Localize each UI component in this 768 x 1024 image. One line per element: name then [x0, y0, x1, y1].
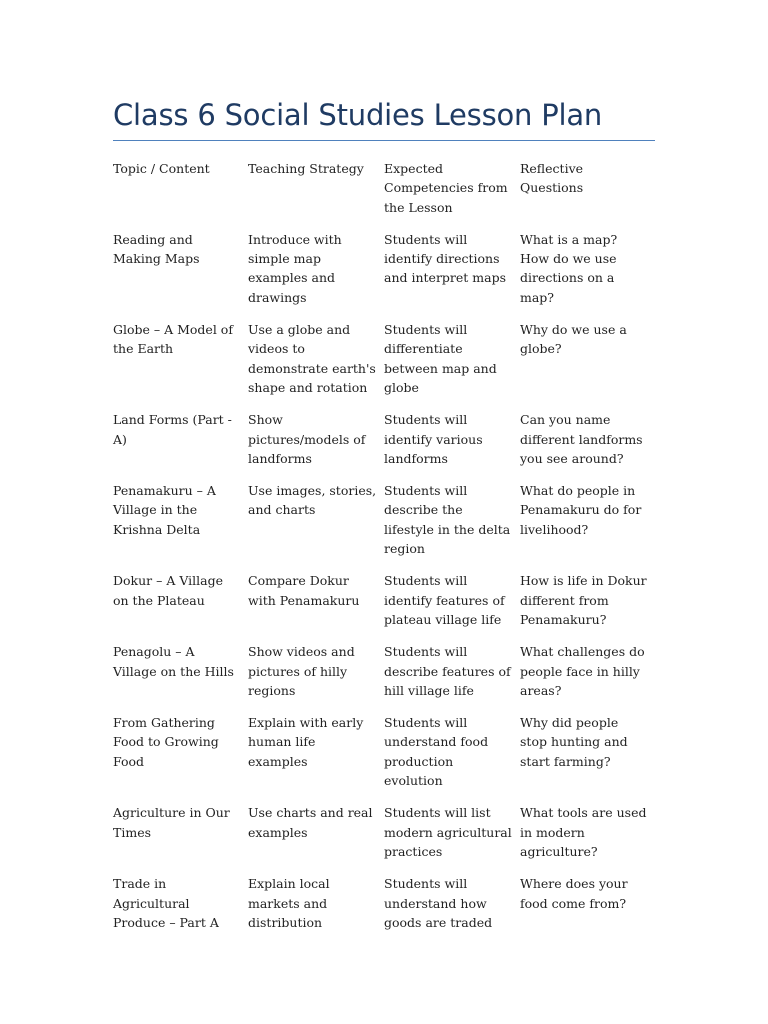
table-header-row — [113, 159, 655, 230]
cell-expected-competencies: Students will describe the lifestyle in the delta region — [384, 483, 511, 557]
document-page — [113, 95, 655, 945]
table-row — [113, 713, 655, 803]
cell-expected-competencies: Students will identify various landforms — [384, 412, 483, 466]
cell-topic: Reading and Making Maps — [113, 231, 200, 267]
cell-reflective-questions: How is life in Dokur different from Penamakuru? — [520, 573, 647, 627]
cell-teaching-strategy: Use a globe and videos to demonstrate earth's shape and rotation — [248, 322, 376, 395]
cell-expected-competencies: Students will describe features of hill village life — [384, 644, 511, 698]
cell-reflective-questions: What is a map? How do we use directions on a map? — [520, 231, 618, 305]
table-row — [113, 410, 655, 481]
cell-topic: Penamakuru – A Village in the Krishna Delta — [113, 483, 216, 537]
cell-topic: Trade in Agricultural Produce – Part A — [113, 876, 219, 930]
cell-topic: Penagolu – A Village on the Hills — [113, 644, 234, 679]
cell-teaching-strategy: Compare Dokur with Penamakuru — [248, 573, 360, 608]
cell-topic: From Gathering Food to Growing Food — [113, 715, 219, 769]
cell-expected-competencies: Students will list modern agricultural practices — [384, 805, 512, 859]
cell-reflective-questions: What do people in Penamakuru do for livelihood? — [520, 483, 642, 537]
cell-reflective-questions: What challenges do people face in hilly areas? — [520, 644, 645, 698]
table-row — [113, 481, 655, 571]
table-row — [113, 320, 655, 410]
header-teaching-strategy: Teaching Strategy — [248, 161, 364, 176]
cell-reflective-questions: What tools are used in modern agriculture? — [520, 805, 647, 859]
table-row — [113, 571, 655, 642]
header-expected-competencies: Expected Competencies from the Lesson — [384, 161, 508, 215]
cell-expected-competencies: Students will identify features of plateau village life — [384, 573, 505, 627]
table-row — [113, 803, 655, 874]
header-topic: Topic / Content — [113, 161, 210, 176]
cell-teaching-strategy: Show pictures/models of landforms — [248, 412, 366, 466]
page-title: Class 6 Social Studies Lesson Plan — [113, 95, 655, 141]
cell-expected-competencies: Students will understand food production evolution — [384, 715, 489, 789]
cell-expected-competencies: Students will identify directions and interpret maps — [384, 231, 507, 286]
cell-expected-competencies: Students will understand how goods are traded — [384, 876, 493, 930]
cell-teaching-strategy: Use images, stories, and charts — [248, 483, 377, 518]
table-row — [113, 642, 655, 713]
cell-reflective-questions: Can you name different landforms you see around? — [520, 412, 643, 466]
cell-topic: Dokur – A Village on the Plateau — [113, 573, 223, 608]
cell-teaching-strategy: Introduce with simple map examples and drawings — [248, 231, 342, 305]
cell-teaching-strategy: Use charts and real examples — [248, 805, 373, 840]
cell-topic: Land Forms (Part - A) — [113, 412, 232, 447]
cell-teaching-strategy: Explain with early human life examples — [248, 715, 364, 769]
cell-reflective-questions: Where does your food come from? — [520, 876, 628, 911]
cell-expected-competencies: Students will differentiate between map and globe — [384, 322, 497, 395]
cell-reflective-questions: Why did people stop hunting and start farming? — [520, 715, 628, 769]
table-row — [113, 874, 655, 945]
header-reflective-questions: Reflective Questions — [520, 161, 584, 196]
cell-topic: Globe – A Model of the Earth — [113, 322, 233, 357]
cell-teaching-strategy: Explain local markets and distribution — [248, 876, 330, 930]
lesson-plan-table — [113, 159, 655, 945]
cell-reflective-questions: Why do we use a globe? — [520, 322, 627, 357]
cell-teaching-strategy: Show videos and pictures of hilly regions — [248, 644, 355, 698]
table-row — [113, 230, 655, 320]
cell-topic: Agriculture in Our Times — [113, 805, 230, 840]
